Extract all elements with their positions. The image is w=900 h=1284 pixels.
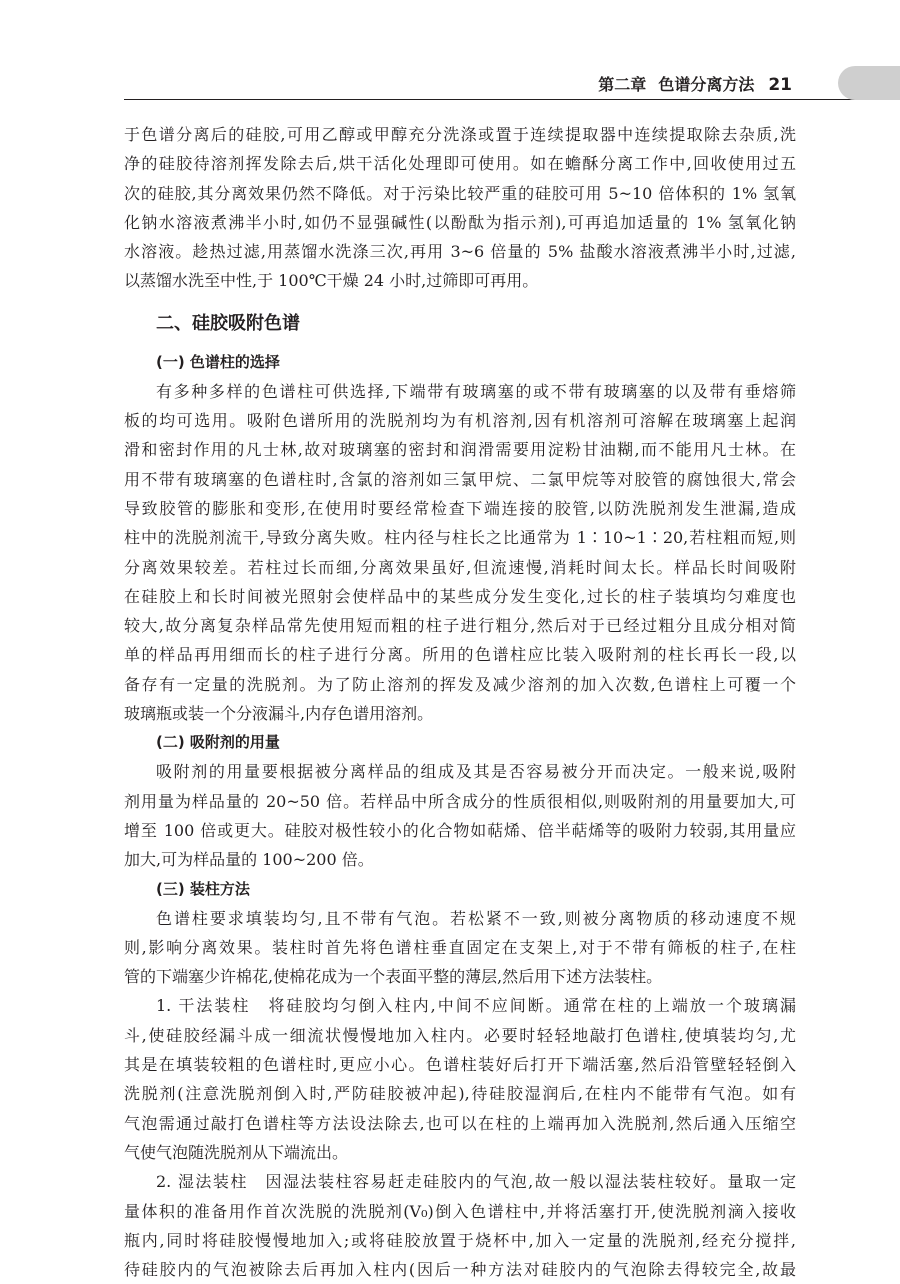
subsection-heading: (二) 吸附剂的用量 — [156, 733, 280, 752]
text-line: 洗脱剂(注意洗脱剂倒入时,严防硅胶被冲起),待硅胶湿润后,在柱内不能带有气泡。如有 — [124, 1084, 796, 1104]
text-line: 用不带有玻璃塞的色谱柱时,含氯的溶剂如三氯甲烷、二氯甲烷等对胶管的腐蚀很大,常会 — [124, 469, 796, 489]
text-line: 色谱柱要求填装均匀,且不带有气泡。若松紧不一致,则被分离物质的移动速度不规 — [156, 908, 796, 928]
text-line: 斗,使硅胶经漏斗成一细流状慢慢地加入柱内。必要时轻轻地敲打色谱柱,使填装均匀,尤 — [124, 1025, 796, 1045]
subsection-column-packing — [124, 875, 796, 1284]
text-line: 滑和密封作用的凡士林,故对玻璃塞的密封和润滑需要用淀粉甘油糊,而不能用凡士林。在 — [124, 440, 796, 460]
running-header — [0, 0, 900, 102]
text-line: 板的均可选用。吸附色谱所用的洗脱剂均为有机溶剂,因有机溶剂可溶解在玻璃塞上起润 — [124, 411, 796, 431]
header-text — [598, 72, 792, 95]
text-line: 净的硅胶待溶剂挥发除去后,烘干活化处理即可使用。如在蟾酥分离工作中,回收使用过五 — [124, 154, 796, 174]
section-heading: 二、硅胶吸附色谱 — [156, 312, 300, 334]
text-line: 以蒸馏水洗至中性,于 100℃干燥 24 小时,过筛即可再用。 — [124, 271, 539, 291]
text-line: 2. 湿法装柱 因湿法装柱容易赶走硅胶内的气泡,故一般以湿法装柱较好。量取一定 — [156, 1172, 796, 1192]
chapter-title: 色谱分离方法 — [658, 75, 755, 94]
text-line: 单的样品再用细而长的柱子进行分离。所用的色谱柱应比装入吸附剂的柱长再长一段,以 — [124, 645, 796, 665]
text-line: 则,影响分离效果。装柱时首先将色谱柱垂直固定在支架上,对于不带有筛板的柱子,在柱 — [124, 937, 796, 957]
text-line: 在硅胶上和长时间被光照射会使样品中的某些成分发生变化,过长的柱子装填均匀难度也 — [124, 586, 796, 606]
text-line: 备存有一定量的洗脱剂。为了防止溶剂的挥发及减少溶剂的加入次数,色谱柱上可覆一个 — [124, 674, 796, 694]
chapter-label: 第二章 — [598, 75, 647, 94]
text-line: 有多种多样的色谱柱可供选择,下端带有玻璃塞的或不带有玻璃塞的以及带有垂熔筛 — [156, 381, 796, 401]
text-line: 化钠水溶液煮沸半小时,如仍不显强碱性(以酚酞为指示剂),可再追加适量的 1% 氢氧化钠 — [124, 212, 796, 232]
text-line: 气使气泡随洗脱剂从下端流出。 — [124, 1142, 349, 1162]
text-line: 水溶液。趁热过滤,用蒸馏水洗涤三次,再用 3~6 倍量的 5% 盐酸水溶液煮沸半小时,过滤, — [124, 242, 796, 262]
header-rule — [124, 99, 900, 100]
text-line: 其是在填装较粗的色谱柱时,更应小心。色谱柱装好后打开下端活塞,然后沿管壁轻轻倒入 — [124, 1055, 796, 1075]
chapter-thumb-tab — [838, 66, 900, 100]
text-line: 于色谱分离后的硅胶,可用乙醇或甲醇充分洗涤或置于连续提取器中连续提取除去杂质,洗 — [124, 125, 796, 144]
text-line: 1. 干法装柱 将硅胶均匀倒入柱内,中间不应间断。通常在柱的上端放一个玻璃漏 — [156, 996, 796, 1016]
subsection-adsorbent-amount — [124, 728, 796, 874]
text-line: 导致胶管的膨胀和变形,在使用时要经常检查下端连接的胶管,以防洗脱剂发生泄漏,造成 — [124, 498, 796, 518]
subsection-column-selection — [124, 348, 796, 729]
intro-paragraph — [124, 120, 796, 296]
text-line: 次的硅胶,其分离效果仍然不降低。对于污染比较严重的硅胶可用 5~10 倍体积的 1% 氢氧 — [124, 183, 796, 203]
text-line: 量体积的准备用作首次洗脱的洗脱剂(V₀)倒入色谱柱中,并将活塞打开,使洗脱剂滴入接收 — [124, 1201, 796, 1221]
text-line: 瓶内,同时将硅胶慢慢地加入;或将硅胶放置于烧杯中,加入一定量的洗脱剂,经充分搅拌, — [124, 1230, 796, 1250]
text-line: 加大,可为样品量的 100~200 倍。 — [124, 850, 374, 870]
page-body — [124, 120, 796, 1284]
text-line: 剂用量为样品量的 20~50 倍。若样品中所含成分的性质很相似,则吸附剂的用量要加大,可 — [124, 791, 796, 811]
text-line: 吸附剂的用量要根据被分离样品的组成及其是否容易被分开而决定。一般来说,吸附 — [156, 762, 796, 782]
subsection-heading: (三) 装柱方法 — [156, 879, 250, 898]
subsection-heading: (一) 色谱柱的选择 — [156, 352, 280, 371]
text-line: 管的下端塞少许棉花,使棉花成为一个表面平整的薄层,然后用下述方法装柱。 — [124, 967, 663, 987]
text-line: 气泡需通过敲打色谱柱等方法设法除去,也可以在柱的上端再加入洗脱剂,然后通入压缩空 — [124, 1113, 796, 1133]
text-line: 较大,故分离复杂样品常先使用短而粗的柱子进行粗分,然后对于已经过粗分且成分相对简 — [124, 616, 796, 636]
page-number: 21 — [768, 75, 792, 95]
text-line: 待硅胶内的气泡被除去后再加入柱内(因后一种方法对硅胶内的气泡除去得较完全,故最 — [124, 1260, 796, 1280]
text-line: 玻璃瓶或装一个分液漏斗,内存色谱用溶剂。 — [124, 704, 434, 724]
text-line: 柱中的洗脱剂流干,导致分离失败。柱内径与柱长之比通常为 1∶10~1∶20,若柱粗而短,则 — [124, 528, 796, 548]
text-line: 增至 100 倍或更大。硅胶对极性较小的化合物如萜烯、倍半萜烯等的吸附力较弱,其用量应 — [124, 820, 796, 840]
text-line: 分离效果较差。若柱过长而细,分离效果虽好,但流速慢,消耗时间太长。样品长时间吸附 — [124, 557, 796, 577]
